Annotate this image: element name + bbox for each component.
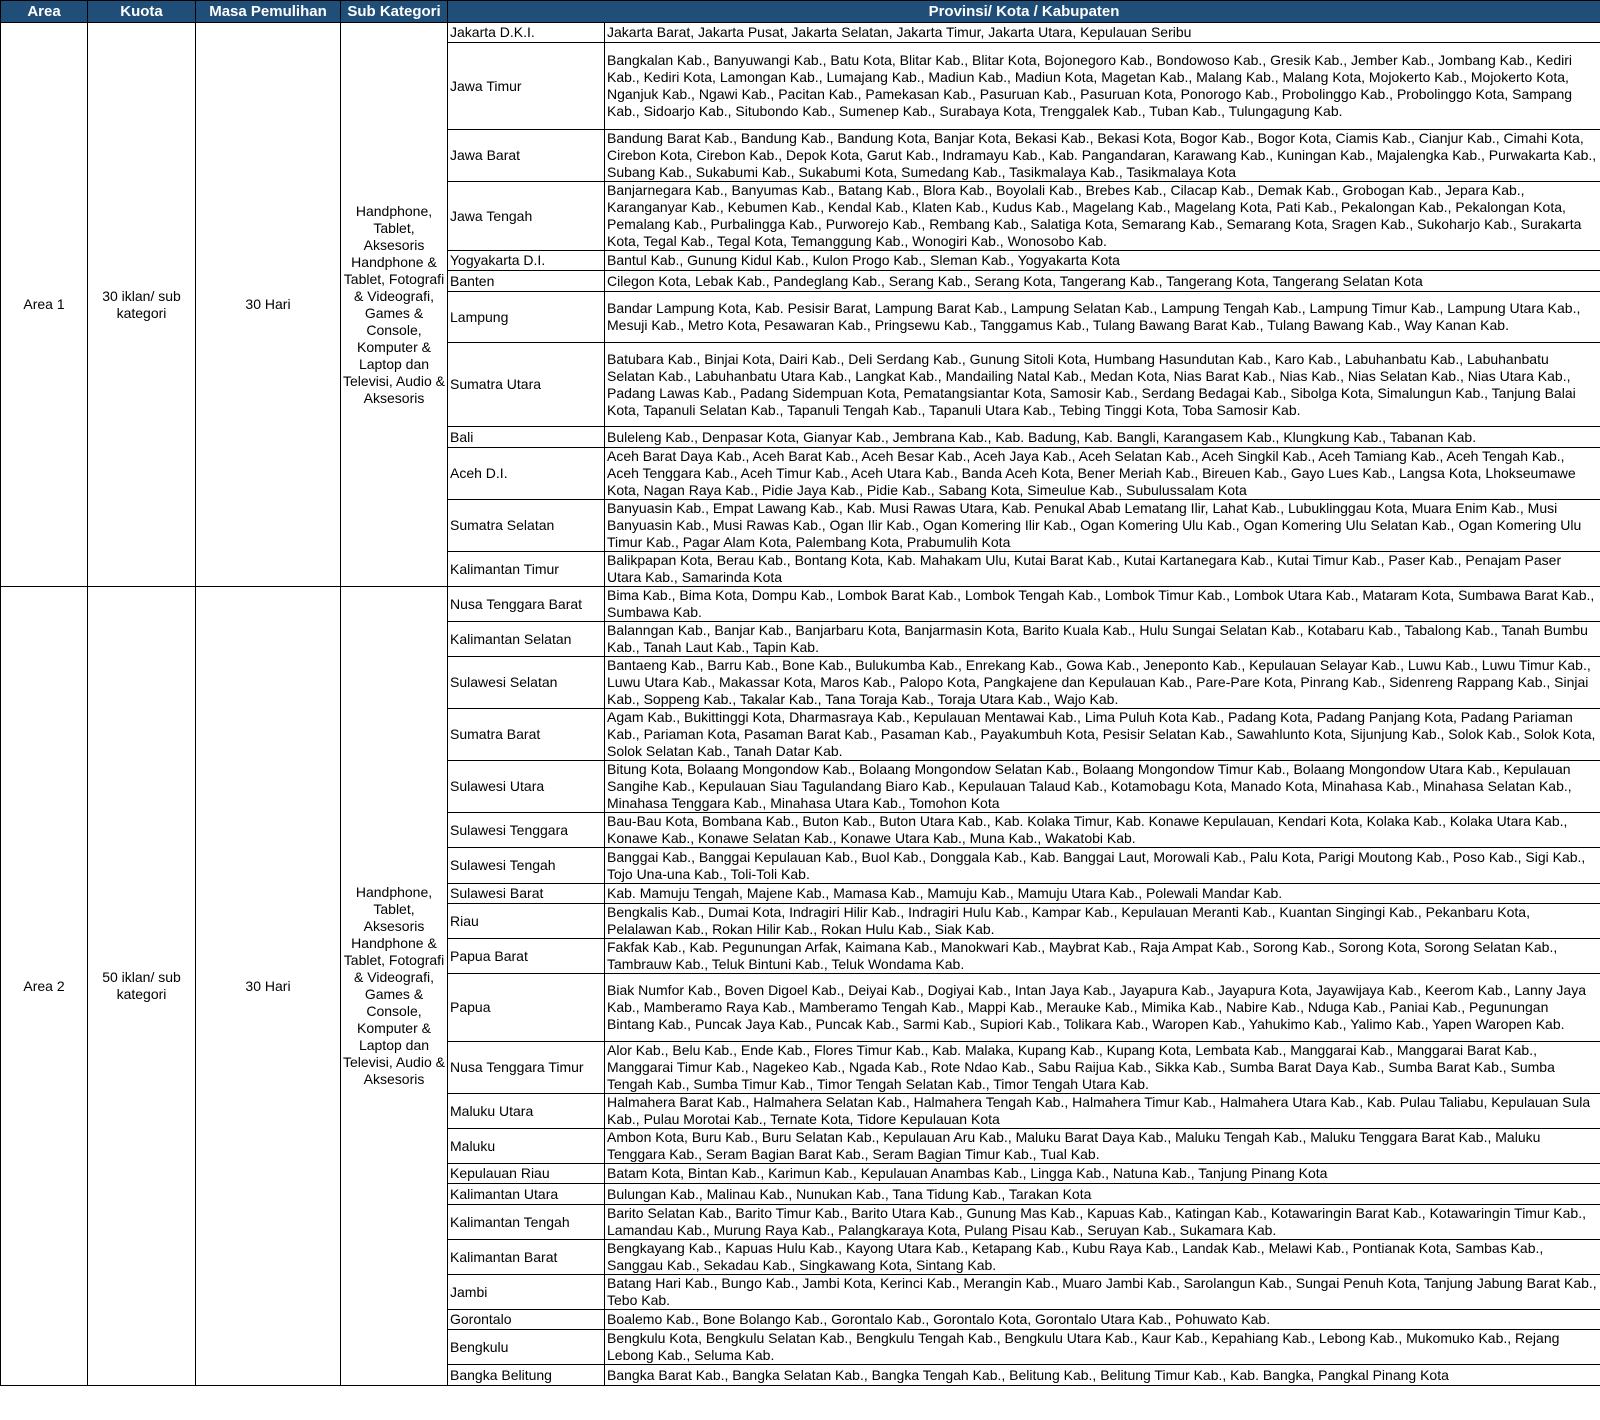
cities-cell: Batubara Kab., Binjai Kota, Dairi Kab., Deli Serdang Kab., Gunung Sitoli Kota, Humbang Hasundutan Kab., Karo Kab., Labuhanbatu Kab., Labuhanbatu Selatan Kab., Labuhanbatu Utara Kab., Langkat Kab., Mandailing Natal Kab., Medan Kota, Nias Barat Kab., Nias Kab., Nias Selatan Kab., Nias Utara Kab., Padang Lawas Kab., Padang Sidempuan Kota, Pematangsiantar Kota, Samosir Kab., Serdang Bedagai Kab., Sibolga Kota, Simalungun Kab., Tanjung Balai Kota, Tapanuli Selatan Kab., Tapanuli Tengah Kab., Tapanuli Utara Kab., Tebing Tinggi Kota, Toba Samosir Kab. — [605, 343, 1600, 427]
province-cell: Kepulauan Riau — [448, 1164, 605, 1184]
province-cell: Sulawesi Selatan — [448, 657, 605, 709]
table-body — [1, 23, 1600, 1386]
province-cell: Kalimantan Tengah — [448, 1205, 605, 1240]
cities-cell: Agam Kab., Bukittinggi Kota, Dharmasraya Kab., Kepulauan Mentawai Kab., Lima Puluh Kota Kab., Padang Kota, Padang Panjang Kota, Padang Pariaman Kab., Pariaman Kota, Pasaman Barat Kab., Pasaman Kab., Payakumbuh Kota, Pesisir Selatan Kab., Sawahlunto Kota, Sijunjung Kab., Solok Kab., Solok Kota, Solok Selatan Kab., Tanah Datar Kab. — [605, 709, 1600, 761]
table-row — [1, 587, 1600, 622]
cities-cell: Cilegon Kota, Lebak Kab., Pandeglang Kab., Serang Kab., Serang Kota, Tangerang Kab., Tangerang Kota, Tangerang Selatan Kota — [605, 271, 1600, 292]
header-sub-kategori: Sub Kategori — [341, 1, 448, 23]
kuota-cell: 50 iklan/ sub kategori — [88, 587, 196, 1386]
cities-cell: Bangkalan Kab., Banyuwangi Kab., Batu Kota, Blitar Kab., Blitar Kota, Bojonegoro Kab., Bondowoso Kab., Gresik Kab., Jember Kab., Jombang Kab., Kediri Kab., Kediri Kota, Lamongan Kab., Lumajang Kab., Madiun Kab., Madiun Kota, Magetan Kab., Malang Kab., Malang Kota, Mojokerto Kab., Mojokerto Kota, Nganjuk Kab., Ngawi Kab., Pacitan Kab., Pamekasan Kab., Pasuruan Kab., Pasuruan Kota, Ponorogo Kab., Probolinggo Kab., Probolinggo Kota, Sampang Kab., Sidoarjo Kab., Situbondo Kab., Sumenep Kab., Surabaya Kota, Trenggalek Kab., Tuban Kab., Tulungagung Kab. — [605, 43, 1600, 130]
cities-cell: Bangka Barat Kab., Bangka Selatan Kab., Bangka Tengah Kab., Belitung Kab., Belitung Timur Kab., Kab. Bangka, Pangkal Pinang Kota — [605, 1365, 1600, 1386]
province-cell: Kalimantan Utara — [448, 1184, 605, 1205]
province-cell: Nusa Tenggara Barat — [448, 587, 605, 622]
cities-cell: Bandar Lampung Kota, Kab. Pesisir Barat, Lampung Barat Kab., Lampung Selatan Kab., Lampung Tengah Kab., Lampung Timur Kab., Lampung Utara Kab., Mesuji Kab., Metro Kota, Pesawaran Kab., Pringsewu Kab., Tanggamus Kab., Tulang Bawang Barat Kab., Tulang Bawang Kab., Way Kanan Kab. — [605, 292, 1600, 343]
province-cell: Banten — [448, 271, 605, 292]
province-cell: Lampung — [448, 292, 605, 343]
cities-cell: Boalemo Kab., Bone Bolango Kab., Gorontalo Kab., Gorontalo Kota, Gorontalo Utara Kab., Pohuwato Kab. — [605, 1310, 1600, 1330]
province-cell: Aceh D.I. — [448, 448, 605, 500]
province-cell: Sumatra Barat — [448, 709, 605, 761]
province-cell: Riau — [448, 904, 605, 939]
province-cell: Sulawesi Utara — [448, 761, 605, 813]
cities-cell: Bengkayang Kab., Kapuas Hulu Kab., Kayong Utara Kab., Ketapang Kab., Kubu Raya Kab., Landak Kab., Melawi Kab., Pontianak Kota, Sambas Kab., Sanggau Kab., Sekadau Kab., Singkawang Kota, Sintang Kab. — [605, 1240, 1600, 1275]
header-provinsi-kota-kabupaten: Provinsi/ Kota / Kabupaten — [448, 1, 1600, 23]
cities-cell: Bantaeng Kab., Barru Kab., Bone Kab., Bulukumba Kab., Enrekang Kab., Gowa Kab., Jeneponto Kab., Kepulauan Selayar Kab., Luwu Kab., Luwu Timur Kab., Luwu Utara Kab., Makassar Kota, Maros Kab., Palopo Kota, Pangkajene dan Kepulauan Kab., Pare-Pare Kota, Pinrang Kab., Sidenreng Rappang Kab., Sinjai Kab., Soppeng Kab., Takalar Kab., Tana Toraja Kab., Toraja Utara Kab., Wajo Kab. — [605, 657, 1600, 709]
cities-cell: Jakarta Barat, Jakarta Pusat, Jakarta Selatan, Jakarta Timur, Jakarta Utara, Kepulauan Seribu — [605, 23, 1600, 43]
kuota-cell: 30 iklan/ sub kategori — [88, 23, 196, 587]
cities-cell: Balikpapan Kota, Berau Kab., Bontang Kota, Kab. Mahakam Ulu, Kutai Barat Kab., Kutai Kartanegara Kab., Kutai Timur Kab., Paser Kab., Penajam Paser Utara Kab., Samarinda Kota — [605, 552, 1600, 587]
province-cell: Gorontalo — [448, 1310, 605, 1330]
sub-kategori-cell: Handphone, Tablet, Aksesoris Handphone & Tablet, Fotografi & Videografi, Games & Console, Komputer & Laptop dan Televisi, Audio & Aksesoris — [341, 23, 448, 587]
cities-cell: Ambon Kota, Buru Kab., Buru Selatan Kab., Kepulauan Aru Kab., Maluku Barat Daya Kab., Maluku Tengah Kab., Maluku Tenggara Barat Kab., Maluku Tenggara Kab., Seram Bagian Barat Kab., Seram Bagian Timur Kab., Tual Kab. — [605, 1129, 1600, 1164]
cities-cell: Batam Kota, Bintan Kab., Karimun Kab., Kepulauan Anambas Kab., Lingga Kab., Natuna Kab., Tanjung Pinang Kota — [605, 1164, 1600, 1184]
province-cell: Sumatra Utara — [448, 343, 605, 427]
cities-cell: Biak Numfor Kab., Boven Digoel Kab., Deiyai Kab., Dogiyai Kab., Intan Jaya Kab., Jayapura Kab., Jayapura Kota, Jayawijaya Kab., Keerom Kab., Lanny Jaya Kab., Mamberamo Raya Kab., Mamberamo Tengah Kab., Mappi Kab., Merauke Kab., Mimika Kab., Nabire Kab., Nduga Kab., Paniai Kab., Pegunungan Bintang Kab., Puncak Jaya Kab., Puncak Kab., Sarmi Kab., Supiori Kab., Tolikara Kab., Waropen Kab., Yahukimo Kab., Yalimo Kab., Yapen Waropen Kab. — [605, 974, 1600, 1042]
cities-cell: Banjarnegara Kab., Banyumas Kab., Batang Kab., Blora Kab., Boyolali Kab., Brebes Kab., Cilacap Kab., Demak Kab., Grobogan Kab., Jepara Kab., Karanganyar Kab., Kebumen Kab., Kendal Kab., Klaten Kab., Kudus Kab., Magelang Kab., Magelang Kota, Pati Kab., Pekalongan Kab., Pekalongan Kota, Pemalang Kab., Purbalingga Kab., Purworejo Kab., Rembang Kab., Salatiga Kota, Semarang Kab., Semarang Kota, Sragen Kab., Sukoharjo Kab., Surakarta Kota, Tegal Kab., Tegal Kota, Temanggung Kab., Wonogiri Kab., Wonosobo Kab. — [605, 182, 1600, 251]
province-cell: Maluku Utara — [448, 1094, 605, 1129]
area-name-cell: Area 1 — [1, 23, 88, 587]
province-cell: Sulawesi Tenggara — [448, 813, 605, 848]
cities-cell: Halmahera Barat Kab., Halmahera Selatan Kab., Halmahera Tengah Kab., Halmahera Timur Kab., Halmahera Utara Kab., Kab. Pulau Taliabu, Kepulauan Sula Kab., Pulau Morotai Kab., Ternate Kota, Tidore Kepulauan Kota — [605, 1094, 1600, 1129]
cities-cell: Bitung Kota, Bolaang Mongondow Kab., Bolaang Mongondow Selatan Kab., Bolaang Mongondow Timur Kab., Bolaang Mongondow Utara Kab., Kepulauan Sangihe Kab., Kepulauan Siau Tagulandang Biaro Kab., Kepulauan Talaud Kab., Kotamobagu Kota, Manado Kota, Minahasa Kab., Minahasa Selatan Kab., Minahasa Tenggara Kab., Minahasa Utara Kab., Tomohon Kota — [605, 761, 1600, 813]
province-cell: Bali — [448, 427, 605, 448]
cities-cell: Banggai Kab., Banggai Kepulauan Kab., Buol Kab., Donggala Kab., Kab. Banggai Laut, Morowali Kab., Palu Kota, Parigi Moutong Kab., Poso Kab., Sigi Kab., Tojo Una-una Kab., Toli-Toli Kab. — [605, 848, 1600, 884]
sub-kategori-cell: Handphone, Tablet, Aksesoris Handphone & Tablet, Fotografi & Videografi, Games & Console, Komputer & Laptop dan Televisi, Audio & Aksesoris — [341, 587, 448, 1386]
cities-cell: Bulungan Kab., Malinau Kab., Nunukan Kab., Tana Tidung Kab., Tarakan Kota — [605, 1184, 1600, 1205]
cities-cell: Alor Kab., Belu Kab., Ende Kab., Flores Timur Kab., Kab. Malaka, Kupang Kab., Kupang Kota, Lembata Kab., Manggarai Kab., Manggarai Barat Kab., Manggarai Timur Kab., Nagekeo Kab., Ngada Kab., Rote Ndao Kab., Sabu Raijua Kab., Sikka Kab., Sumba Barat Daya Kab., Sumba Barat Kab., Sumba Tengah Kab., Sumba Timur Kab., Timor Tengah Selatan Kab., Timor Tengah Utara Kab. — [605, 1042, 1600, 1094]
cities-cell: Buleleng Kab., Denpasar Kota, Gianyar Kab., Jembrana Kab., Kab. Badung, Kab. Bangli, Karangasem Kab., Klungkung Kab., Tabanan Kab. — [605, 427, 1600, 448]
province-cell: Jambi — [448, 1275, 605, 1310]
province-cell: Papua Barat — [448, 939, 605, 974]
province-cell: Jawa Timur — [448, 43, 605, 130]
cities-cell: Barito Selatan Kab., Barito Timur Kab., Barito Utara Kab., Gunung Mas Kab., Kapuas Kab., Katingan Kab., Kotawaringin Barat Kab., Kotawaringin Timur Kab., Lamandau Kab., Murung Raya Kab., Palangkaraya Kota, Pulang Pisau Kab., Seruyan Kab., Sukamara Kab. — [605, 1205, 1600, 1240]
province-cell: Sulawesi Tengah — [448, 848, 605, 884]
cities-cell: Bantul Kab., Gunung Kidul Kab., Kulon Progo Kab., Sleman Kab., Yogyakarta Kota — [605, 251, 1600, 271]
province-cell: Sumatra Selatan — [448, 500, 605, 552]
cities-cell: Bengkalis Kab., Dumai Kota, Indragiri Hilir Kab., Indragiri Hulu Kab., Kampar Kab., Kepulauan Meranti Kab., Kuantan Singingi Kab., Pekanbaru Kota, Pelalawan Kab., Rokan Hilir Kab., Rokan Hulu Kab., Siak Kab. — [605, 904, 1600, 939]
province-cell: Yogyakarta D.I. — [448, 251, 605, 271]
province-cell: Kalimantan Timur — [448, 552, 605, 587]
province-cell: Jawa Barat — [448, 130, 605, 182]
header-area: Area — [1, 1, 88, 23]
cities-cell: Bau-Bau Kota, Bombana Kab., Buton Kab., Buton Utara Kab., Kab. Kolaka Timur, Kab. Konawe Kepulauan, Kendari Kota, Kolaka Kab., Kolaka Utara Kab., Konawe Kab., Konawe Selatan Kab., Konawe Utara Kab., Muna Kab., Wakatobi Kab. — [605, 813, 1600, 848]
province-cell: Bangka Belitung — [448, 1365, 605, 1386]
area-name-cell: Area 2 — [1, 587, 88, 1386]
province-cell: Papua — [448, 974, 605, 1042]
masa-pemulihan-cell: 30 Hari — [196, 23, 341, 587]
province-cell: Bengkulu — [448, 1330, 605, 1365]
province-cell: Jakarta D.K.I. — [448, 23, 605, 43]
cities-cell: Balanngan Kab., Banjar Kab., Banjarbaru Kota, Banjarmasin Kota, Barito Kuala Kab., Hulu Sungai Selatan Kab., Kotabaru Kab., Tabalong Kab., Tanah Bumbu Kab., Tanah Laut Kab., Tapin Kab. — [605, 622, 1600, 657]
cities-cell: Kab. Mamuju Tengah, Majene Kab., Mamasa Kab., Mamuju Kab., Mamuju Utara Kab., Polewali Mandar Kab. — [605, 884, 1600, 904]
cities-cell: Aceh Barat Daya Kab., Aceh Barat Kab., Aceh Besar Kab., Aceh Jaya Kab., Aceh Selatan Kab., Aceh Singkil Kab., Aceh Tamiang Kab., Aceh Tengah Kab., Aceh Tenggara Kab., Aceh Timur Kab., Aceh Utara Kab., Banda Aceh Kota, Bener Meriah Kab., Bireuen Kab., Gayo Lues Kab., Langsa Kota, Lhokseumawe Kota, Nagan Raya Kab., Pidie Jaya Kab., Pidie Kab., Sabang Kota, Simeulue Kab., Subulussalam Kota — [605, 448, 1600, 500]
cities-cell: Bima Kab., Bima Kota, Dompu Kab., Lombok Barat Kab., Lombok Tengah Kab., Lombok Timur Kab., Lombok Utara Kab., Mataram Kota, Sumbawa Barat Kab., Sumbawa Kab. — [605, 587, 1600, 622]
province-cell: Jawa Tengah — [448, 182, 605, 251]
header-row — [1, 1, 1600, 23]
province-cell: Kalimantan Selatan — [448, 622, 605, 657]
province-cell: Sulawesi Barat — [448, 884, 605, 904]
masa-pemulihan-cell: 30 Hari — [196, 587, 341, 1386]
province-cell: Kalimantan Barat — [448, 1240, 605, 1275]
province-cell: Nusa Tenggara Timur — [448, 1042, 605, 1094]
cities-cell: Banyuasin Kab., Empat Lawang Kab., Kab. Musi Rawas Utara, Kab. Penukal Abab Lematang Ilir, Lahat Kab., Lubuklinggau Kota, Muara Enim Kab., Musi Banyuasin Kab., Musi Rawas Kab., Ogan Ilir Kab., Ogan Komering Ilir Kab., Ogan Komering Ulu Kab., Ogan Komering Ulu Selatan Kab., Ogan Komering Ulu Timur Kab., Pagar Alam Kota, Palembang Kota, Prabumulih Kota — [605, 500, 1600, 552]
cities-cell: Fakfak Kab., Kab. Pegunungan Arfak, Kaimana Kab., Manokwari Kab., Maybrat Kab., Raja Ampat Kab., Sorong Kab., Sorong Kota, Sorong Selatan Kab., Tambrauw Kab., Teluk Bintuni Kab., Teluk Wondama Kab. — [605, 939, 1600, 974]
cities-cell: Batang Hari Kab., Bungo Kab., Jambi Kota, Kerinci Kab., Merangin Kab., Muaro Jambi Kab., Sarolangun Kab., Sungai Penuh Kota, Tanjung Jabung Barat Kab., Tebo Kab. — [605, 1275, 1600, 1310]
table-row — [1, 23, 1600, 43]
cities-cell: Bandung Barat Kab., Bandung Kab., Bandung Kota, Banjar Kota, Bekasi Kab., Bekasi Kota, Bogor Kab., Bogor Kota, Ciamis Kab., Cianjur Kab., Cimahi Kota, Cirebon Kota, Cirebon Kab., Depok Kota, Garut Kab., Indramayu Kab., Kab. Pangandaran, Karawang Kab., Kuningan Kab., Majalengka Kab., Purwakarta Kab., Subang Kab., Sukabumi Kab., Sukabumi Kota, Sumedang Kab., Tasikmalaya Kab., Tasikmalaya Kota — [605, 130, 1600, 182]
header-masa-pemulihan: Masa Pemulihan — [196, 1, 341, 23]
cities-cell: Bengkulu Kota, Bengkulu Selatan Kab., Bengkulu Tengah Kab., Bengkulu Utara Kab., Kaur Kab., Kepahiang Kab., Lebong Kab., Mukomuko Kab., Rejang Lebong Kab., Seluma Kab. — [605, 1330, 1600, 1365]
header-kuota: Kuota — [88, 1, 196, 23]
province-cell: Maluku — [448, 1129, 605, 1164]
